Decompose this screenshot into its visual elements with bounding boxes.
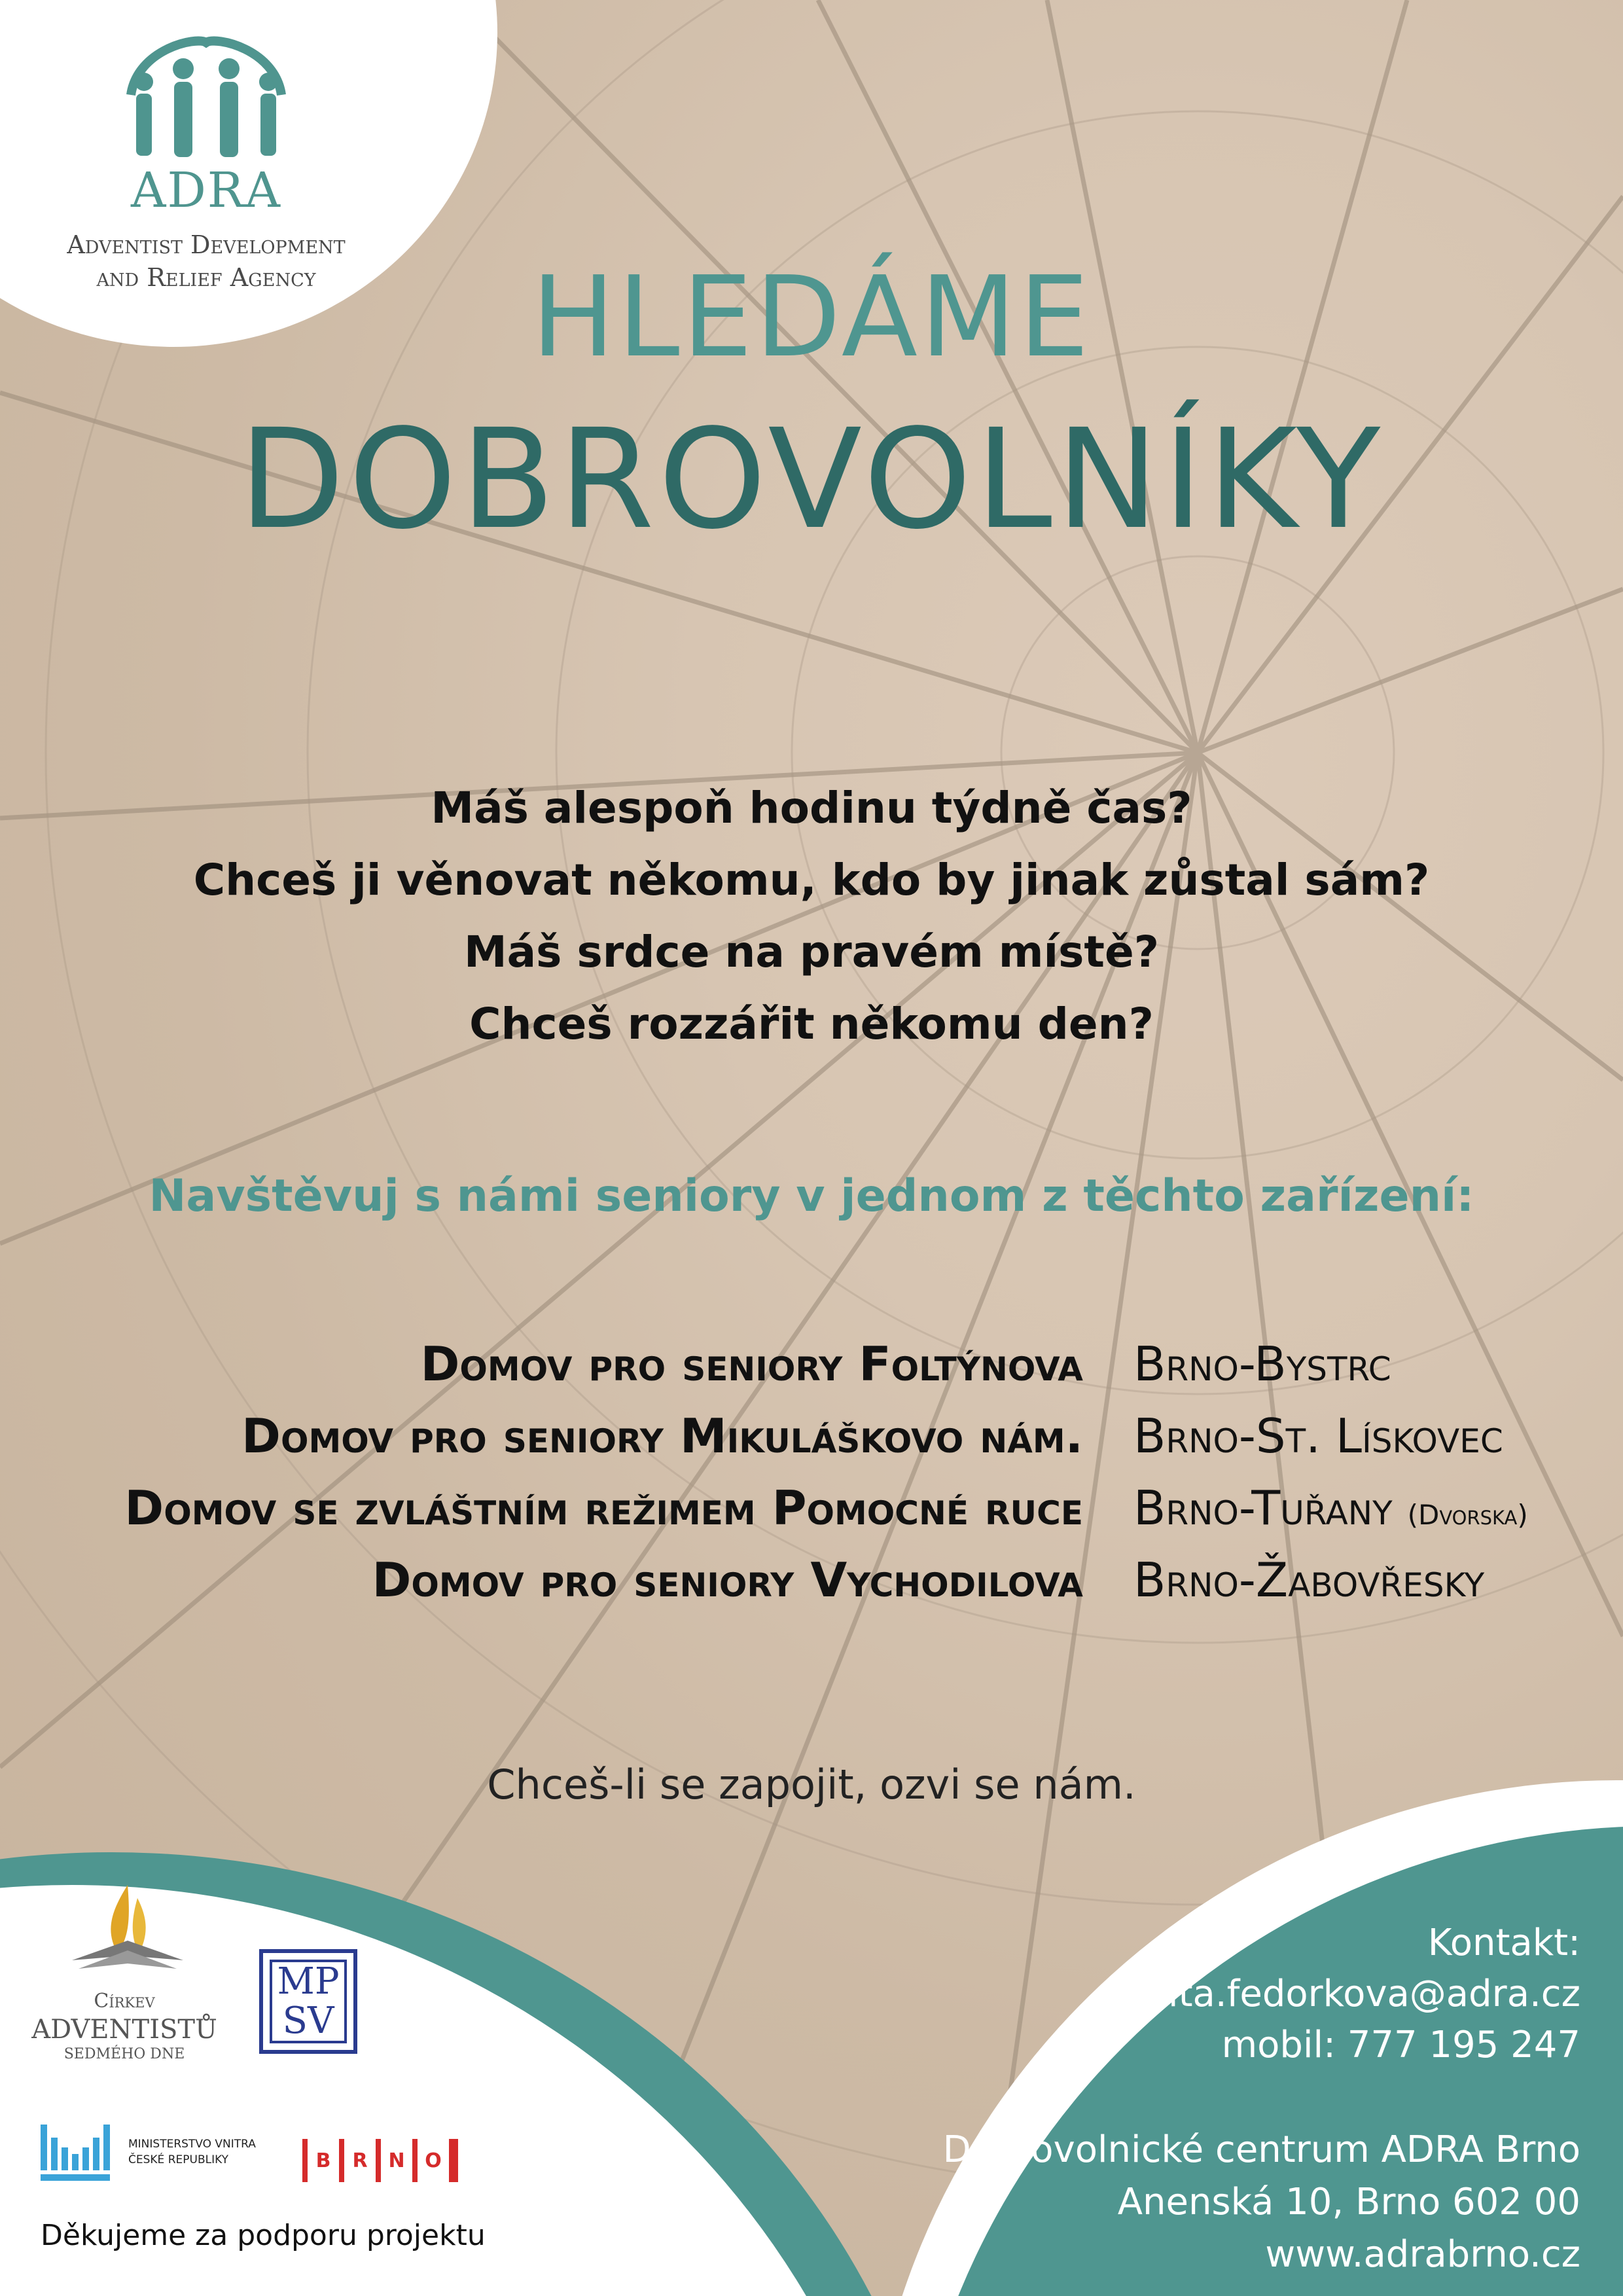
contact-phone: mobil: 777 195 247 xyxy=(1221,2024,1580,2066)
contact-email[interactable]: edita.fedorkova@adra.cz xyxy=(1122,1973,1580,2015)
mpsv-logo-top: MP xyxy=(277,1960,340,2003)
headline-line2: DOBROVOLNÍKY xyxy=(238,399,1385,560)
contact-block xyxy=(1122,1918,1580,2071)
facility-note: (Dvorska) xyxy=(1407,1499,1528,1531)
questions-block xyxy=(0,772,1623,1060)
question-line: Máš srdce na pravém místě? xyxy=(463,927,1160,977)
church-name-line1: Církev xyxy=(94,1990,155,2013)
ministry-name-line2: ČESKÉ REPUBLIKY xyxy=(128,2153,229,2166)
ministry-name-line1: MINISTERSTVO VNITRA xyxy=(128,2138,256,2151)
office-address: Anenská 10, Brno 602 00 xyxy=(1117,2181,1580,2223)
facility-name: Domov pro seniory Vychodilova xyxy=(372,1552,1083,1607)
office-block xyxy=(943,2124,1580,2281)
adra-full-name-line1: Adventist Development xyxy=(67,230,346,259)
mpsv-logo xyxy=(259,1949,357,2054)
facility-city: Brno-St. Lískovec xyxy=(1133,1408,1503,1463)
church-name-line3: SEDMÉHO DNE xyxy=(63,2046,185,2062)
adra-people-logo-icon xyxy=(118,36,294,160)
brno-letter: N xyxy=(376,2139,412,2182)
office-name: Dobrovolnické centrum ADRA Brno xyxy=(942,2128,1580,2171)
brno-letter: O xyxy=(412,2139,449,2182)
adra-wordmark: ADRA xyxy=(131,162,281,219)
visit-heading: Navštěvuj s námi seniory v jednom z těchto zařízení: xyxy=(149,1170,1474,1222)
headline-line1: HLEDÁME xyxy=(531,253,1092,382)
call-to-action: Chceš-li se zapojit, ozvi se nám. xyxy=(487,1761,1136,1808)
facility-name: Domov pro seniory Mikuláškovo nám. xyxy=(241,1408,1083,1463)
mpsv-logo-bottom: SV xyxy=(282,2000,334,2042)
brno-letter: R xyxy=(339,2139,376,2182)
facility-name: Domov se zvláštním režimem Pomocné ruce xyxy=(124,1480,1083,1535)
sponsors-thanks: Děkujeme za podporu projektu xyxy=(41,2219,486,2252)
contact-label: Kontakt: xyxy=(1427,1922,1580,1964)
facility-row xyxy=(0,1480,1623,1552)
facility-name: Domov pro seniory Foltýnova xyxy=(420,1336,1083,1391)
adventist-church-flame-logo-icon xyxy=(65,1885,190,1983)
question-line: Chceš ji věnovat někomu, kdo by jinak zůstal sám? xyxy=(193,855,1430,905)
adra-full-name-line2: and Relief Agency xyxy=(96,263,316,292)
facility-city: Brno-Žabovřesky xyxy=(1133,1552,1485,1607)
ministry-of-interior-logo-icon xyxy=(41,2118,119,2183)
brno-letter: B xyxy=(302,2139,339,2182)
facility-city: Brno-Bystrc xyxy=(1133,1336,1391,1391)
facility-row xyxy=(0,1336,1623,1408)
facility-row xyxy=(0,1552,1623,1624)
office-website[interactable]: www.adrabrno.cz xyxy=(1265,2233,1580,2276)
facility-row xyxy=(0,1408,1623,1480)
church-name-line2: ADVENTISTŮ xyxy=(31,2015,217,2045)
facility-city: Brno-Tuřany (Dvorska) xyxy=(1133,1480,1528,1535)
question-line: Chceš rozzářit někomu den? xyxy=(469,999,1154,1049)
question-line: Máš alespoň hodinu týdně čas? xyxy=(431,783,1192,833)
brno-city-logo xyxy=(302,2139,458,2182)
